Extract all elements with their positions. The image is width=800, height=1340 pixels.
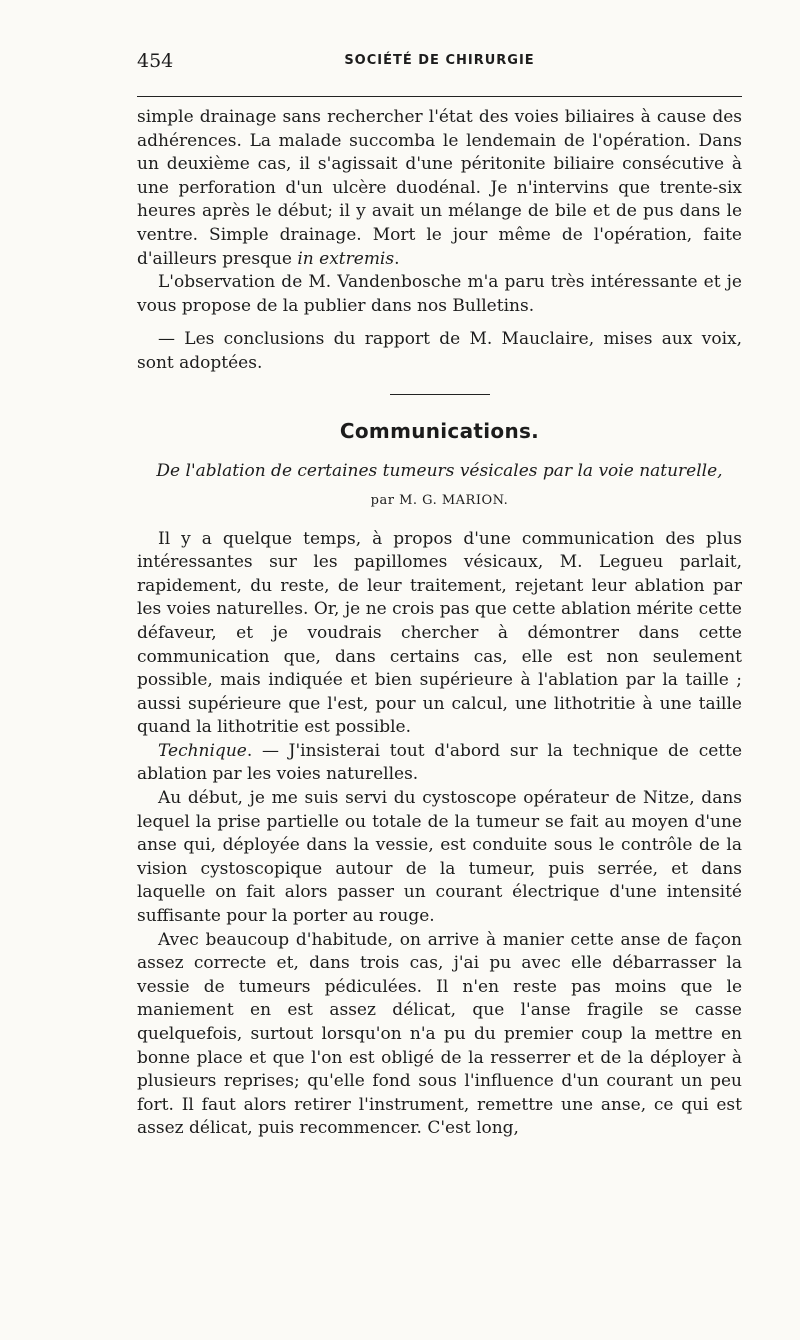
technique-heading: Technique [158,740,247,761]
page-header [137,50,742,78]
page-body [137,106,742,1141]
article-body [137,528,742,1141]
latin-phrase: in extremis [297,248,395,269]
section-separator [390,394,490,395]
article-paragraph-2: Technique. — J'insisterai tout d'abord sur la technique de cette ablation par les voies naturelles. [137,740,742,785]
report-paragraph-1: simple drainage sans rechercher l'état des voies biliaires à cause des adhérences. La malade succomba le lendemain de l'opération. Dans un deuxième cas, il s'agissait d'une péritonite biliaire consécutive à une perforation d'un ulcère duodénal. Je n'intervins que trente-six heures après le début; il y avait un mélange de bile et de pus dans le ventre. Simple drainage. Mort le jour même de l'opération, faite d'ailleurs presque in extremis. [137,107,742,269]
report-conclusion: — Les conclusions du rapport de M. Mauclaire, mises aux voix, sont adoptées. [137,329,742,373]
section-title: Communications. [339,418,540,443]
article-byline: par M. G. MARION. [370,492,509,508]
header-rule [137,96,742,97]
report-paragraph-2: L'observation de M. Vandenbosche m'a paru très intéressante et je vous propose de la publier dans nos Bulletins. [137,272,742,316]
article-title: De l'ablation de certaines tumeurs vésicales par la voie naturelle, [156,460,723,481]
page-number: 454 [137,50,174,72]
article-paragraph-4: Avec beaucoup d'habitude, on arrive à manier cette anse de façon assez correcte et, dans trois cas, j'ai pu avec elle débarrasser la vessie de tumeurs pédiculées. Il n'en reste pas moins que le maniement en est assez délicat, que l'anse fragile se casse quelquefois, surtout lorsqu'on n'a pu du premier coup la mettre en bonne place et que l'on est obligé de la resserrer et de la déployer à plusieurs reprises; qu'elle fond sous l'influence d'un courant un peu fort. Il faut alors retirer l'instrument, remettre une anse, ce qui est assez délicat, puis recommencer. C'est long, [137,929,742,1139]
article-paragraph-3: Au début, je me suis servi du cystoscope opérateur de Nitze, dans lequel la prise partielle ou totale de la tumeur se fait au moyen d'une anse qui, déployée dans la vessie, est conduite sous le contrôle de la vision cystoscopique autour de la tumeur, puis serrée, et dans laquelle on fait alors passer un courant électrique d'une intensité suffisante pour la porter au rouge. [137,788,742,927]
article-paragraph-1: Il y a quelque temps, à propos d'une communication des plus intéressantes sur les papillomes vésicaux, M. Legueu parlait, rapidement, du reste, de leur traitement, rejetant leur ablation par les voies naturelles. Or, je ne crois pas que cette ablation mérite cette défaveur, et je voudrais chercher à démontrer dans cette communication que, dans certains cas, elle est non seulement possible, mais indiquée et bien supérieure à l'ablation par la taille ; aussi supérieure que l'est, pour un calcul, une lithotritie à une taille quand la lithotritie est possible. [137,528,742,738]
running-title: SOCIÉTÉ DE CHIRURGIE [344,53,535,68]
